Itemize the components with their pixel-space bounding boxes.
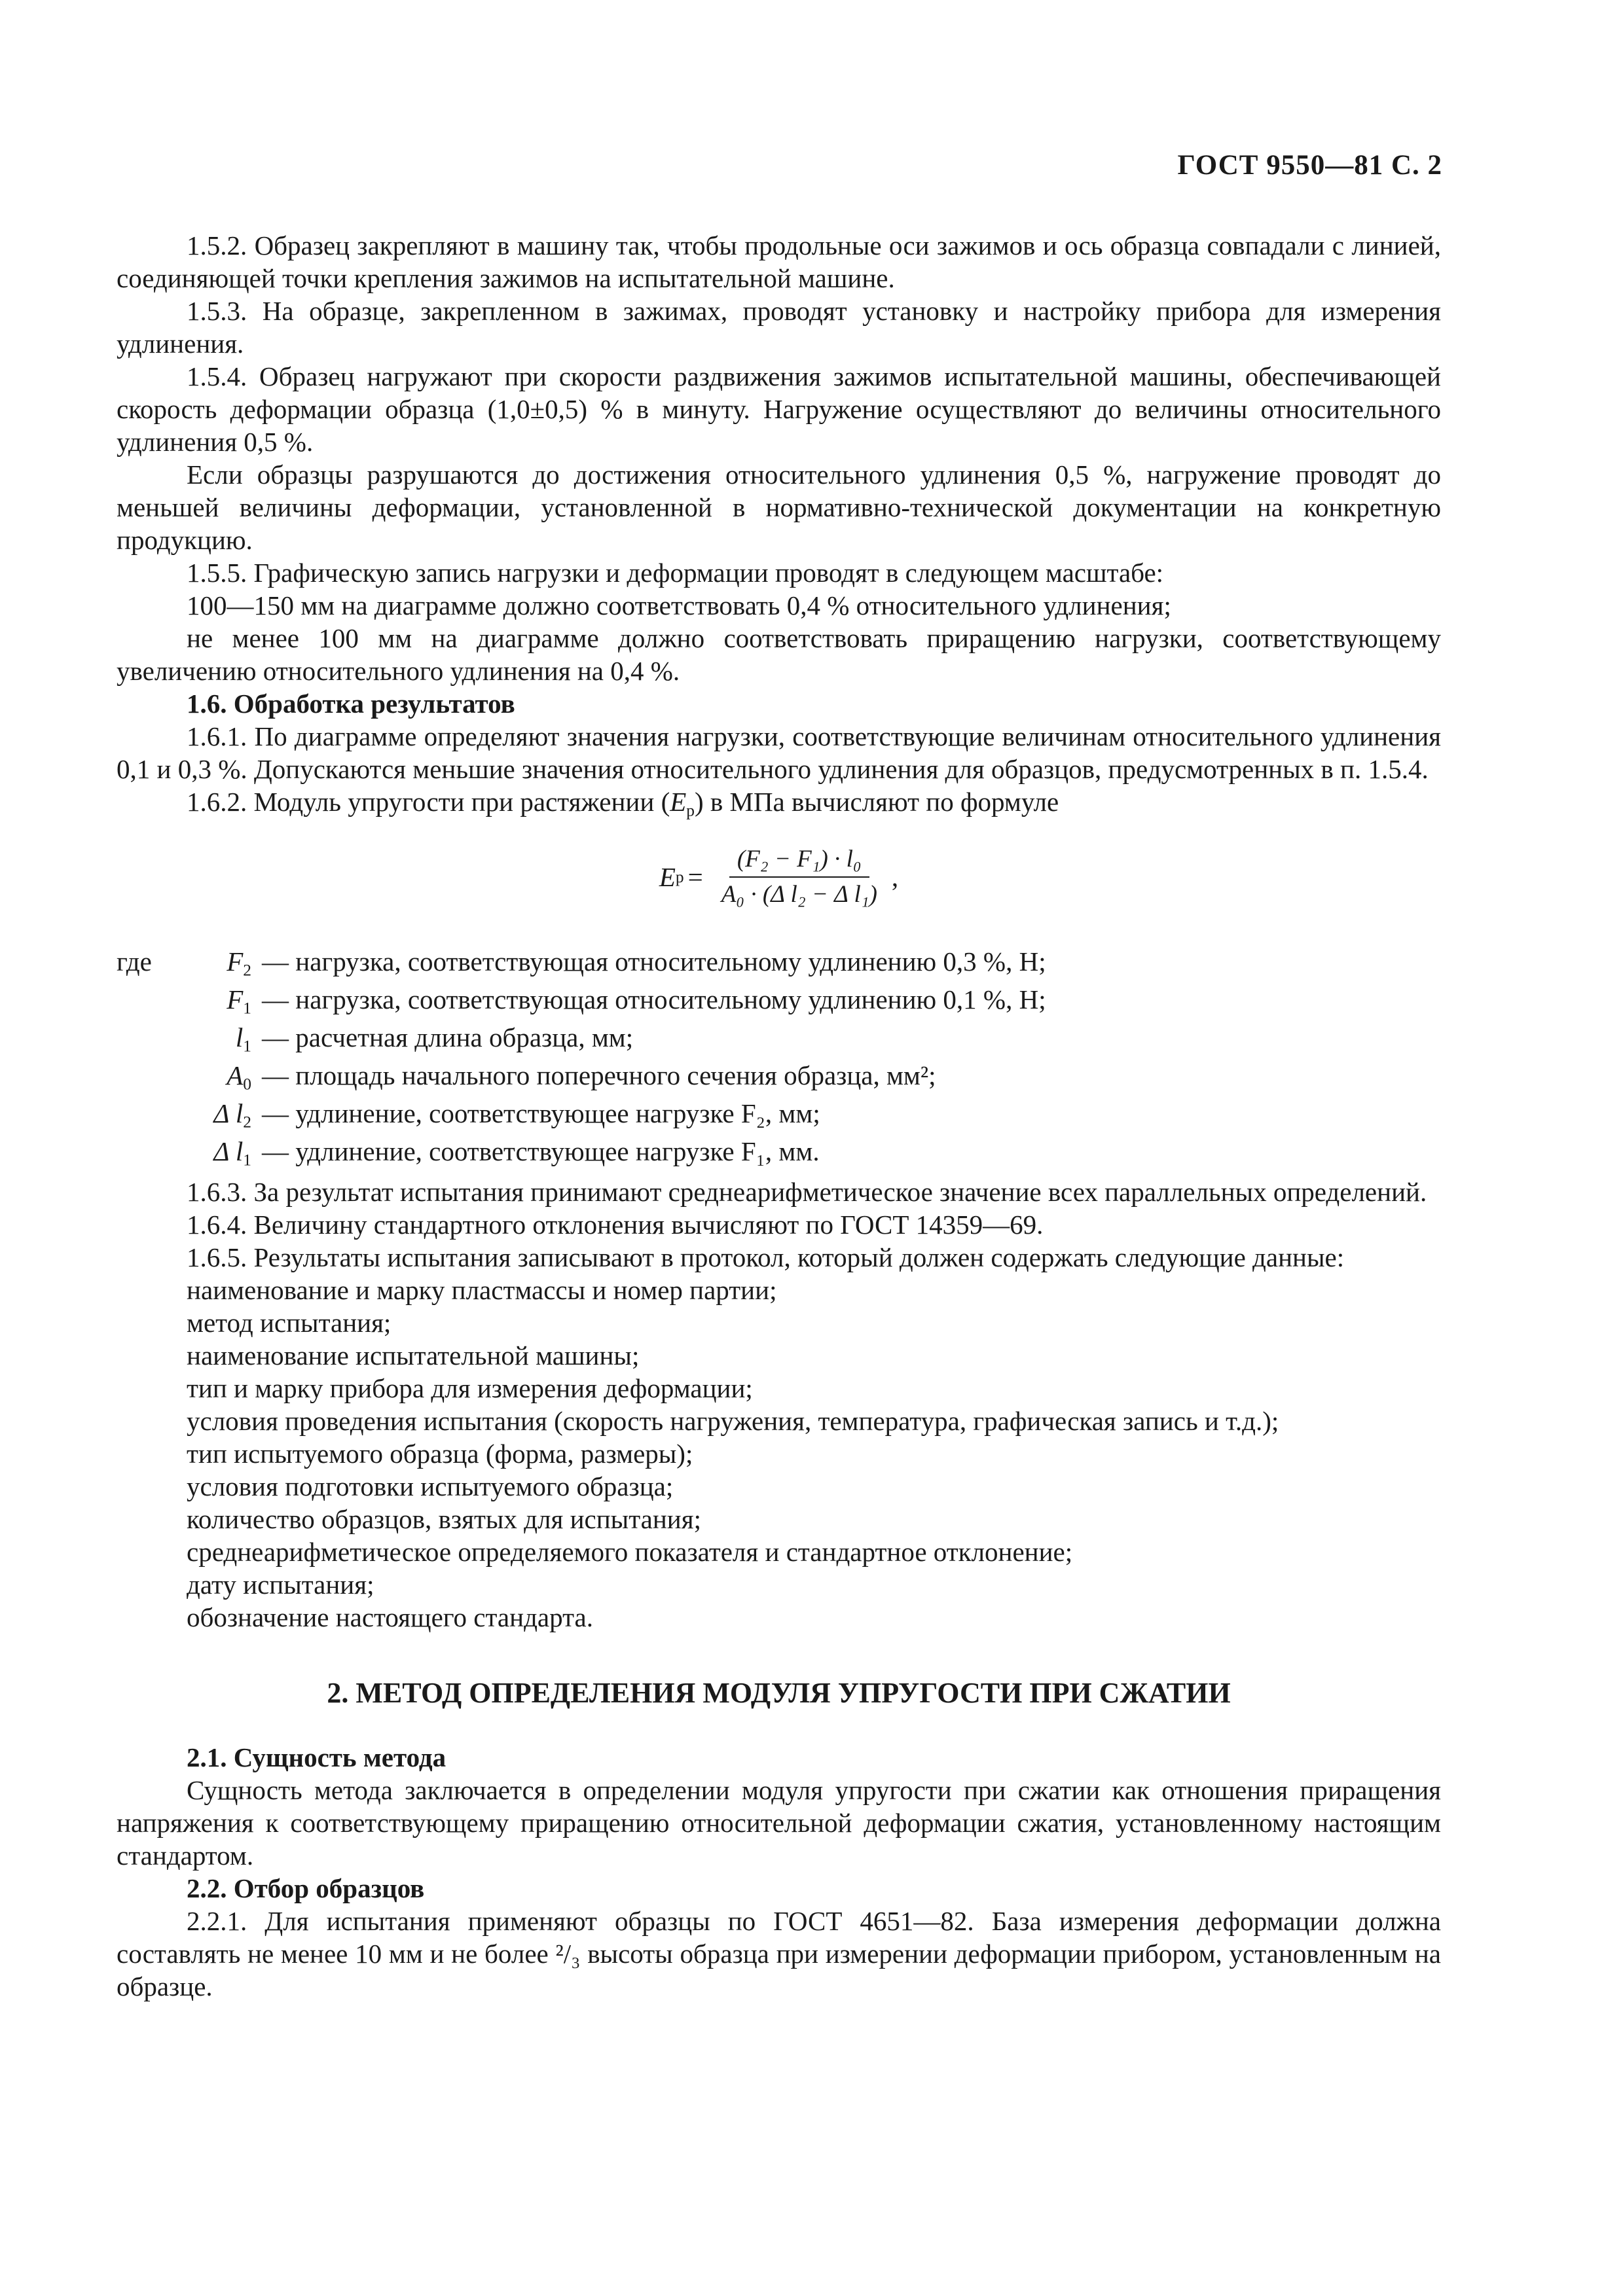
- paragraph: 1.6.1. По диаграмме определяют значения нагрузки, соответствующие величинам относительного удлинения 0,1 и 0,3 %. Допускаются меньшие значения относительного удлинения для образцов, предусмотренных в п. 1.5.4.: [117, 721, 1441, 784]
- definition-row: $A_0$ — площадь начального поперечного сечения образца, мм²;: [227, 1060, 936, 1094]
- paragraph: 1.5.2. Образец закрепляют в машину так, чтобы продольные оси зажимов и ось образца совпадали с линией, соединяющей точки крепления зажимов на испытательной машине.: [117, 230, 1441, 293]
- symbol-definitions: [117, 942, 1441, 1170]
- list-item: дату испытания;: [187, 1570, 374, 1600]
- paragraphs-1-5: [117, 229, 1441, 687]
- definition-row: $F_1$ — нагрузка, соответствующая относительному удлинению 0,1 %, Н;: [227, 984, 1046, 1018]
- paragraph: 1.6.4. Величину стандартного отклонения вычисляют по ГОСТ 14359—69.: [187, 1210, 1044, 1240]
- formula-fraction: [714, 844, 885, 910]
- list-item: количество образцов, взятых для испытания;: [187, 1504, 701, 1534]
- protocol-items: [117, 1274, 1441, 1634]
- paragraph: не менее 100 мм на диаграмме должно соответствовать приращению нагрузки, соответствующему увеличению относительного удлинения на 0,4 %.: [117, 623, 1441, 686]
- list-item: обозначение настоящего стандарта.: [187, 1602, 593, 1632]
- document-body: [117, 229, 1441, 2003]
- paragraph: 1.6.5. Результаты испытания записывают в протокол, который должен содержать следующие данные:: [187, 1242, 1345, 1272]
- list-item: условия проведения испытания (скорость нагружения, температура, графическая запись и т.д.);: [187, 1406, 1279, 1436]
- subsection-heading: 2.1. Сущность метода: [187, 1742, 447, 1772]
- paragraph: 1.5.4. Образец нагружают при скорости раздвижения зажимов испытательной машины, обеспечивающей скорость деформации образца (1,0±0,5) % в минуту. Нагружение осуществляют до величины относительного удлинения 0,5 %.: [117, 361, 1441, 457]
- paragraph: 100—150 мм на диаграмме должно соответствовать 0,4 % относительного удлинения;: [187, 590, 1171, 620]
- subsection-heading: 2.2. Отбор образцов: [187, 1873, 425, 1903]
- list-item: метод испытания;: [187, 1308, 392, 1338]
- list-item: наименование и марку пластмассы и номер партии;: [187, 1275, 777, 1305]
- list-item: среднеарифметическое определяемого показателя и стандартное отклонение;: [187, 1537, 1073, 1567]
- paragraphs-1-6-3: [117, 1175, 1441, 1274]
- definition-row: Δ $l_2$ — удлинение, соответствующее нагрузке F₂, мм;: [213, 1098, 820, 1132]
- paragraph-formula-intro: 1.6.2. Модуль упругости при растяжении $(E_р)$ в МПа вычисляют по формуле: [187, 787, 1059, 820]
- list-item: тип и марку прибора для измерения деформации;: [187, 1373, 753, 1403]
- formula-denominator: A₀ · (Δ l₂ − Δ l₁): [721, 881, 877, 908]
- definition-row: $l_1$ — расчетная длина образца, мм;: [235, 1022, 634, 1056]
- subsection-heading: 1.6. Обработка результатов: [187, 689, 515, 719]
- paragraph: Если образцы разрушаются до достижения относительного удлинения 0,5 %, нагружение проводят до меньшей величины деформации, установленной в нормативно-технической документации на конкретную продукцию.: [117, 459, 1441, 555]
- paragraph: 1.6.3. За результат испытания принимают среднеарифметическое значение всех параллельных определений.: [187, 1177, 1427, 1207]
- paragraph: 2.2.1. Для испытания применяют образцы по ГОСТ 4651—82. База измерения деформации должна составлять не менее 10 мм и не более ²/₃ высоты образца при измерении деформации прибором, установленным на образце.: [117, 1906, 1441, 2001]
- formula-numerator: (F₂ − F₁) · l₀: [729, 844, 869, 878]
- section-title: 2. МЕТОД ОПРЕДЕЛЕНИЯ МОДУЛЯ УПРУГОСТИ ПРИ СЖАТИИ: [327, 1677, 1231, 1709]
- paragraph: 1.5.3. На образце, закрепленном в зажимах, проводят установку и настройку прибора для измерения удлинения.: [117, 296, 1441, 359]
- list-item: условия подготовки испытуемого образца;: [187, 1471, 674, 1501]
- paragraph: Сущность метода заключается в определении модуля упругости при сжатии как отношения приращения напряжения к соответствующему приращению относительной деформации сжатия, установленному настоящим стандартом.: [117, 1775, 1441, 1871]
- paragraph: 1.5.5. Графическую запись нагрузки и деформации проводят в следующем масштабе:: [187, 558, 1164, 588]
- modulus-formula: E р = $\frac{\text{(F₂ − F₁) · l₀}}{\text{A₀ · (Δ l₂ − Δ l₁)}}$ ,: [117, 818, 1441, 936]
- page-header: ГОСТ 9550—81 С. 2: [1177, 150, 1442, 181]
- list-item: наименование испытательной машины;: [187, 1340, 640, 1371]
- list-item: тип испытуемого образца (форма, размеры);: [187, 1439, 693, 1469]
- definition-row: где $F_2$ — нагрузка, соответствующая относительному удлинению 0,3 %, Н;: [117, 946, 1046, 980]
- definition-row: Δ $l_1$ — удлинение, соответствующее нагрузке F₁, мм.: [213, 1136, 820, 1170]
